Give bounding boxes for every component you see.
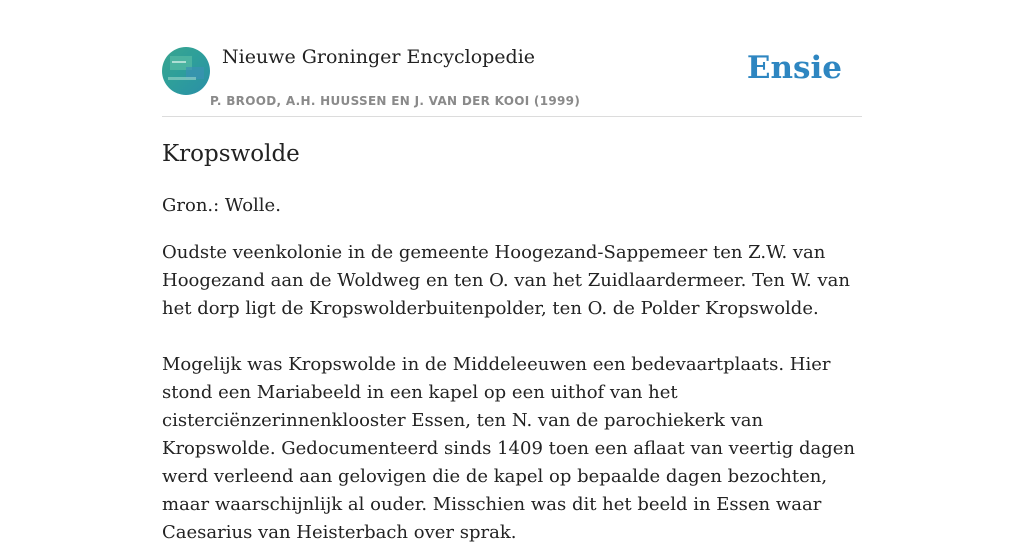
ensie-logo-link[interactable]: Ensie [746, 50, 842, 86]
book-cover-image[interactable] [162, 47, 210, 95]
encyclopedia-header [162, 46, 862, 117]
article [162, 138, 862, 547]
groningen-dialect-name: Gron.: Wolle. [162, 195, 281, 216]
article-title: Kropswolde [162, 141, 300, 167]
book-authors: P. BROOD, A.H. HUUSSEN EN J. VAN DER KOOI (1999) [210, 94, 581, 108]
cover-detail [172, 61, 186, 63]
book-title-link[interactable]: Nieuwe Groninger Encyclopedie [222, 46, 536, 68]
cover-detail [168, 77, 196, 80]
article-paragraph: Oudste veenkolonie in de gemeente Hoogezand-Sappemeer ten Z.W. van Hoogezand aan de Woldweg en ten O. van het Zuidlaardermeer. Ten W. van het dorp ligt de Kropswolderbuitenpolder, ten O. de Polder Kropswolde. [162, 242, 850, 319]
article-paragraph: Mogelijk was Kropswolde in de Middeleeuwen een bedevaartplaats. Hier stond een Mariabeeld in een kapel op een uithof van het cisterciënzerinnenklooster Essen, ten N. van de parochiekerk van Kropswolde. Gedocumenteerd sinds 1409 toen een aflaat van veertig dagen werd verleend aan gelovigen die de kapel op bepaalde dagen bezochten, maar waarschijnlijk al ouder. Misschien was dit het beeld in Essen waar Caesarius van Heisterbach over sprak. [162, 354, 855, 543]
